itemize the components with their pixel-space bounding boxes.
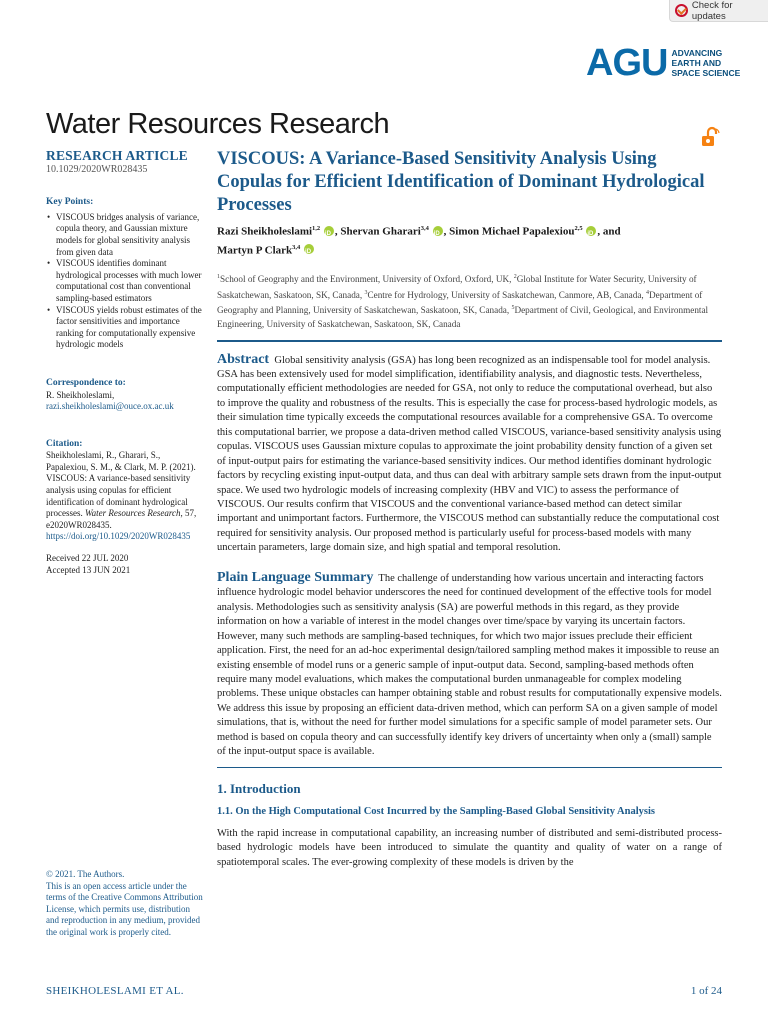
copyright-notice [46,869,204,939]
article-doi: 10.1029/2020WR028435 [46,163,148,175]
agu-logo-mark: AGU [586,42,668,84]
article-type: RESEARCH ARTICLE [46,148,188,163]
check-for-updates-button[interactable] [669,0,768,22]
pls-text: The challenge of understanding how various uncertain and interacting factors influence hydrologic model behavior underscores the need for continued development of the effective tools for model analysis. Methodologies such as sensitivity analysis (SA) are powerful methods in this regard, as they provide information on how a variable of interest in the model changes over time/space by varying its uncertain factors. However, many such methods are sampling-based techniques, for which two major issues preclude their efficient application. First, the need for an ad-hoc experimental design/tailored sampling method makes it impossible to reuse an existing ensemble of model runs or a generic sample of input-output data. Second, sampling-based methods often require many model evaluations, which makes the computational burden unmanageable for complex modeling problems. These unique obstacles can hamper obtaining stable and robust results for computationally expensive models. We address this issue by proposing an efficient data-driven method, which can perform SA on a given sample of model simulations, that is, without the need for further model simulations for a specific sample of model parameter sets. Our method is based on copula theory and can successfully identify key drivers of uncertainty when only a (small) sample of the input-output space is available. [217,572,722,758]
author-name: Razi Sheikholeslami [217,225,313,238]
check-updates-icon [675,4,688,17]
citation-text: Sheikholeslami, R., Gharari, S., Papalexiou, S. M., & Clark, M. P. (2021). VISCOUS: A variance-based sensitivity analysis using copulas for efficient identification of dominant hydrological processes. Water Resources Research, 57, e2020WR028435. https://doi.org/10.1029/2020WR028435 [46,450,197,542]
open-access-icon [699,126,721,148]
sidebar [46,150,204,576]
key-point: • VISCOUS yields robust estimates of the factor sensitivities and importance ranking for computationally expensive hydrologic models [46,305,204,351]
section-divider [217,340,722,342]
correspondence-name: R. Sheikholeslami, [46,389,115,400]
check-updates-label: Check for updates [691,0,733,22]
author-name: Simon Michael Papalexiou [449,225,575,238]
article-dates [46,553,204,576]
key-point: • VISCOUS identifies dominant hydrological processes with much lower computational cost than conventional sampling-based estimators [46,258,204,304]
agu-tagline: ADVANCING EARTH AND SPACE SCIENCE [671,48,741,78]
footer-authors: SHEIKHOLESLAMI ET AL. [46,985,184,997]
citation-doi-link[interactable]: https://doi.org/10.1029/2020WR028435 [46,531,191,542]
orcid-icon[interactable] [433,226,443,236]
citation-heading: Citation: [46,438,83,449]
author-name: Shervan Gharari [340,225,421,238]
correspondence-email-link[interactable]: razi.sheikholeslami@ouce.ox.ac.uk [46,401,174,412]
author-name: Martyn P Clark [217,244,293,257]
abstract-heading: Abstract [217,351,270,367]
correspondence-heading: Correspondence to: [46,377,126,388]
key-point: • VISCOUS bridges analysis of variance, copula theory, and Gaussian mixture models for global sensitivity analysis from given data [46,212,204,258]
key-points [46,197,204,351]
main-content [217,148,722,870]
journal-title: Water Resources Research [46,108,390,140]
abstract-text: Global sensitivity analysis (GSA) has long been recognized as an indispensable tool for model analysis. GSA has been extensively used for model simplification, identifiability analysis, and diagnostic tests. Nevertheless, computationally efficient methodologies are needed for GSA, not only to reduce the computational overhead, but also to improve the quality and robustness of the results. This is especially the case for process-based hydrologic models, as their simulation time typically exceeds the computational resources available for a comprehensive GSA. To overcome this computational barrier, we propose a data-driven method called VISCOUS, variance-based sensitivity analysis using copulas. VISCOUS uses Gaussian mixture copulas to approximate the joint probability density function of a given set of input-output pairs for estimating the variance-based sensitivity indices. Our method identifies dominant hydrologic factors by recycling existing input-output data, and thus can deal with arbitrary sample sets drawn from the input-output space. We used two hydrologic models of increasing complexity (HBV and VIC) to assess the performance of VISCOUS. Our results confirm that VISCOUS and the conventional variance-based method can detect similar important and unimportant factors. Furthermore, the VISCOUS method can substantially reduce the computational cost required for sensitivity analysis. Our proposed method is particularly useful for process-based models with many uncertain parameters, large domain size, and high spatial and temporal resolution. [217,354,722,554]
paper-title: VISCOUS: A Variance-Based Sensitivity Analysis Using Copulas for Efficient Identification of Dominant Hydrological Processes [217,149,705,215]
pls-heading: Plain Language Summary [217,569,374,585]
affiliations: $^1$School of Geography and the Environment, University of Oxford, Oxford, UK, $^2$Global Institute for Water Security, University of Saskatchewan, Saskatoon, SK, Canada, $^3$Centre for Hydrology, University of Saskatchewan, Canmore, AB, Canada, $^4$Department of Geography and Planning, University of Saskatchewan, Saskatoon, SK, Canada, $^5$Department of Civil, Geological, and Environmental Engineering, University of Saskatchewan, Saskatoon, SK, Canada [217,274,709,329]
cc-license-link[interactable]: Creative Commons Attribution [91,892,203,903]
received-date: Received 22 JUL 2020 [46,553,129,564]
orcid-icon[interactable] [586,226,596,236]
body-paragraph: With the rapid increase in computational capability, an increasing number of distributed and semi-distributed process-based hydrologic models have been introduced to simulate the quantity and quality of water on a range of spatiotemporal scales. The ever-growing complexity of these models is driven by the [217,827,722,868]
abstract [217,353,722,556]
orcid-icon[interactable] [324,226,334,236]
author-list: Razi Sheikholeslami$^{1,2}$ iD , Shervan Gharari$^{3,4}$ iD , Simon Michael Papalexiou$^{2,5}$ iD , and Martyn P Clark$^{3,4}$ iD [217,221,722,258]
accepted-date: Accepted 13 JUN 2021 [46,564,131,575]
plain-language-summary [217,571,722,760]
publisher-logo [586,44,740,82]
section-heading: 1. Introduction [217,780,301,796]
license-text: This is an open access article under the terms of the Creative Commons Attribution License, which permits use, distribution and reproduction in any medium, provided the original work is properly cited. [46,880,203,937]
correspondence [46,378,204,413]
orcid-icon[interactable] [304,244,314,254]
page-number: 1 of 24 [690,985,722,997]
copyright-line: © 2021. The Authors. [46,869,125,879]
citation [46,439,204,543]
subsection-heading: 1.1. On the High Computational Cost Incurred by the Sampling-Based Global Sensitivity Analysis [217,805,655,817]
key-points-heading: Key Points: [46,197,94,208]
section-divider [217,767,722,768]
